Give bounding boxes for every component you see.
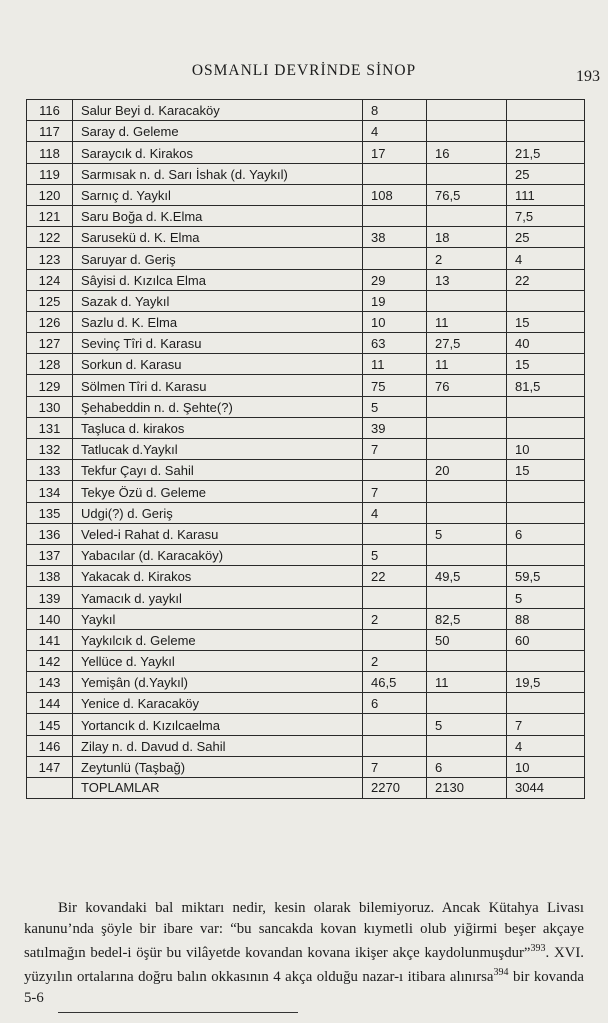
row-number-cell: 141 xyxy=(27,629,73,650)
value-cell-3: 22 xyxy=(507,269,585,290)
value-cell-1 xyxy=(363,523,427,544)
value-cell-2 xyxy=(427,396,507,417)
row-number-cell: 122 xyxy=(27,227,73,248)
value-cell-3: 19,5 xyxy=(507,672,585,693)
value-cell-1 xyxy=(363,205,427,226)
value-cell-2 xyxy=(427,439,507,460)
footnote-divider xyxy=(58,1012,298,1013)
table-row xyxy=(27,587,585,608)
value-cell-2: 76,5 xyxy=(427,184,507,205)
table-row xyxy=(27,269,585,290)
value-cell-2: 5 xyxy=(427,714,507,735)
value-cell-3: 3044 xyxy=(507,778,585,799)
row-number-cell: 145 xyxy=(27,714,73,735)
value-cell-2 xyxy=(427,650,507,671)
value-cell-2 xyxy=(427,502,507,523)
footnote-ref[interactable]: 394 xyxy=(493,967,509,979)
value-cell-1: 2270 xyxy=(363,778,427,799)
village-name-cell: Tekfur Çayı d. Sahil xyxy=(73,460,363,481)
table-row xyxy=(27,544,585,565)
village-name-cell: Sevinç Tîri d. Karasu xyxy=(73,333,363,354)
village-name-cell: Taşluca d. kirakos xyxy=(73,417,363,438)
village-name-cell: Saray d. Geleme xyxy=(73,121,363,142)
table-row xyxy=(27,608,585,629)
body-text-part: Bir kovandaki bal miktarı nedir, kesin olarak bilemiyoruz. Ancak Kütahya Livası kanunu’nda şöyle bir ibare var: “bu sancakda kovan kıymetli olub yiğirmi beşer akçaye satılmağın bedel-i öşür bu vilâyetde kovandan kovana ikişer akçe kaydolunmuşdur” xyxy=(24,900,584,961)
row-number-cell: 138 xyxy=(27,566,73,587)
value-cell-2: 16 xyxy=(427,142,507,163)
value-cell-1 xyxy=(363,714,427,735)
village-name-cell: Yaykıl xyxy=(73,608,363,629)
value-cell-3: 7,5 xyxy=(507,205,585,226)
value-cell-1 xyxy=(363,248,427,269)
value-cell-1: 2 xyxy=(363,608,427,629)
value-cell-2: 2 xyxy=(427,248,507,269)
row-number-cell: 137 xyxy=(27,544,73,565)
village-name-cell: Sazlu d. K. Elma xyxy=(73,311,363,332)
table-row xyxy=(27,396,585,417)
value-cell-1: 4 xyxy=(363,121,427,142)
value-cell-3 xyxy=(507,544,585,565)
village-name-cell: Sazak d. Yaykıl xyxy=(73,290,363,311)
table-row xyxy=(27,460,585,481)
village-name-cell: Yakacak d. Kirakos xyxy=(73,566,363,587)
village-name-cell: Yemişân (d.Yaykıl) xyxy=(73,672,363,693)
village-name-cell: Sâyisi d. Kızılca Elma xyxy=(73,269,363,290)
value-cell-2: 6 xyxy=(427,756,507,777)
value-cell-1: 29 xyxy=(363,269,427,290)
village-name-cell: Saruyar d. Geriş xyxy=(73,248,363,269)
village-name-cell: TOPLAMLAR xyxy=(73,778,363,799)
table-row xyxy=(27,248,585,269)
table-row xyxy=(27,502,585,523)
village-name-cell: Yenice d. Karacaköy xyxy=(73,693,363,714)
village-beehive-table xyxy=(26,99,585,799)
value-cell-1 xyxy=(363,735,427,756)
body-text-part: . XVI. yüzyılın ortalarına doğru balın okkasının 4 akça olduğu nazar-ı itibara alınırsa xyxy=(24,944,584,986)
table-row xyxy=(27,417,585,438)
row-number-cell: 124 xyxy=(27,269,73,290)
row-number-cell: 133 xyxy=(27,460,73,481)
value-cell-3: 21,5 xyxy=(507,142,585,163)
table-row xyxy=(27,163,585,184)
value-cell-3: 88 xyxy=(507,608,585,629)
village-name-cell: Saraycık d. Kirakos xyxy=(73,142,363,163)
value-cell-2: 11 xyxy=(427,354,507,375)
row-number-cell: 144 xyxy=(27,693,73,714)
value-cell-2 xyxy=(427,735,507,756)
value-cell-1: 4 xyxy=(363,502,427,523)
value-cell-2: 5 xyxy=(427,523,507,544)
value-cell-3 xyxy=(507,481,585,502)
row-number-cell: 131 xyxy=(27,417,73,438)
value-cell-3 xyxy=(507,417,585,438)
value-cell-3: 25 xyxy=(507,227,585,248)
table-row xyxy=(27,205,585,226)
row-number-cell: 125 xyxy=(27,290,73,311)
row-number-cell: 140 xyxy=(27,608,73,629)
value-cell-2: 11 xyxy=(427,311,507,332)
village-name-cell: Yamacık d. yaykıl xyxy=(73,587,363,608)
value-cell-2: 82,5 xyxy=(427,608,507,629)
village-name-cell: Salur Beyi d. Karacaköy xyxy=(73,100,363,121)
value-cell-2 xyxy=(427,205,507,226)
table-row xyxy=(27,184,585,205)
table-row xyxy=(27,629,585,650)
value-cell-1: 11 xyxy=(363,354,427,375)
page-number: 193 xyxy=(576,68,600,85)
value-cell-2 xyxy=(427,417,507,438)
value-cell-3: 15 xyxy=(507,354,585,375)
value-cell-3: 7 xyxy=(507,714,585,735)
value-cell-2 xyxy=(427,163,507,184)
value-cell-1: 108 xyxy=(363,184,427,205)
village-name-cell: Zeytunlü (Taşbağ) xyxy=(73,756,363,777)
value-cell-1: 19 xyxy=(363,290,427,311)
table-row xyxy=(27,100,585,121)
value-cell-2 xyxy=(427,587,507,608)
row-number-cell: 120 xyxy=(27,184,73,205)
value-cell-2: 20 xyxy=(427,460,507,481)
value-cell-3: 60 xyxy=(507,629,585,650)
table-body xyxy=(27,100,585,799)
row-number-cell: 146 xyxy=(27,735,73,756)
village-name-cell: Sorkun d. Karasu xyxy=(73,354,363,375)
value-cell-2 xyxy=(427,100,507,121)
total-row xyxy=(27,778,585,799)
body-paragraph xyxy=(24,898,584,1008)
value-cell-3: 6 xyxy=(507,523,585,544)
table-row xyxy=(27,566,585,587)
value-cell-1: 22 xyxy=(363,566,427,587)
body-text-part: bir kovanda 5-6 xyxy=(24,969,584,1006)
row-number-cell: 126 xyxy=(27,311,73,332)
table-row xyxy=(27,523,585,544)
village-name-cell: Zilay n. d. Davud d. Sahil xyxy=(73,735,363,756)
value-cell-2 xyxy=(427,121,507,142)
village-name-cell: Yortancık d. Kızılcaelma xyxy=(73,714,363,735)
value-cell-1: 46,5 xyxy=(363,672,427,693)
value-cell-3: 59,5 xyxy=(507,566,585,587)
value-cell-1: 39 xyxy=(363,417,427,438)
table-row xyxy=(27,735,585,756)
value-cell-3: 10 xyxy=(507,756,585,777)
village-name-cell: Sölmen Tîri d. Karasu xyxy=(73,375,363,396)
row-number-cell: 132 xyxy=(27,439,73,460)
value-cell-3: 10 xyxy=(507,439,585,460)
table-row xyxy=(27,714,585,735)
value-cell-3 xyxy=(507,100,585,121)
value-cell-1: 8 xyxy=(363,100,427,121)
village-name-cell: Veled-i Rahat d. Karasu xyxy=(73,523,363,544)
table-row xyxy=(27,756,585,777)
value-cell-2 xyxy=(427,693,507,714)
village-name-cell: Udgi(?) d. Geriş xyxy=(73,502,363,523)
table-row xyxy=(27,693,585,714)
value-cell-3: 5 xyxy=(507,587,585,608)
value-cell-1: 10 xyxy=(363,311,427,332)
value-cell-3: 25 xyxy=(507,163,585,184)
table-row xyxy=(27,333,585,354)
value-cell-2 xyxy=(427,481,507,502)
value-cell-3 xyxy=(507,502,585,523)
table-row xyxy=(27,439,585,460)
row-number-cell: 135 xyxy=(27,502,73,523)
table-row xyxy=(27,311,585,332)
value-cell-3 xyxy=(507,121,585,142)
value-cell-3 xyxy=(507,290,585,311)
village-name-cell: Sarusekü d. K. Elma xyxy=(73,227,363,248)
row-number-cell: 116 xyxy=(27,100,73,121)
value-cell-3: 15 xyxy=(507,311,585,332)
village-name-cell: Yaykılcık d. Geleme xyxy=(73,629,363,650)
value-cell-1 xyxy=(363,163,427,184)
value-cell-1 xyxy=(363,629,427,650)
table-row xyxy=(27,227,585,248)
row-number-cell: 128 xyxy=(27,354,73,375)
row-number-cell: 136 xyxy=(27,523,73,544)
value-cell-3: 111 xyxy=(507,184,585,205)
value-cell-2: 11 xyxy=(427,672,507,693)
village-name-cell: Sarmısak n. d. Sarı İshak (d. Yaykıl) xyxy=(73,163,363,184)
village-name-cell: Tekye Özü d. Geleme xyxy=(73,481,363,502)
value-cell-3: 4 xyxy=(507,248,585,269)
value-cell-3 xyxy=(507,396,585,417)
value-cell-1: 5 xyxy=(363,396,427,417)
row-number-cell: 143 xyxy=(27,672,73,693)
value-cell-2: 76 xyxy=(427,375,507,396)
village-name-cell: Yellüce d. Yaykıl xyxy=(73,650,363,671)
table-row xyxy=(27,672,585,693)
row-number-cell: 129 xyxy=(27,375,73,396)
row-number-cell: 142 xyxy=(27,650,73,671)
table-row xyxy=(27,290,585,311)
row-number-cell: 119 xyxy=(27,163,73,184)
value-cell-1: 17 xyxy=(363,142,427,163)
value-cell-1: 38 xyxy=(363,227,427,248)
value-cell-2: 49,5 xyxy=(427,566,507,587)
row-number-cell: 147 xyxy=(27,756,73,777)
value-cell-3 xyxy=(507,650,585,671)
value-cell-1 xyxy=(363,460,427,481)
running-head: OSMANLI DEVRİNDE SİNOP xyxy=(191,62,417,79)
value-cell-3 xyxy=(507,693,585,714)
row-number-cell xyxy=(27,778,73,799)
value-cell-2: 50 xyxy=(427,629,507,650)
value-cell-2 xyxy=(427,290,507,311)
value-cell-1: 5 xyxy=(363,544,427,565)
village-name-cell: Sarnıç d. Yaykıl xyxy=(73,184,363,205)
value-cell-1: 7 xyxy=(363,756,427,777)
table-row xyxy=(27,375,585,396)
value-cell-3: 81,5 xyxy=(507,375,585,396)
value-cell-1: 7 xyxy=(363,481,427,502)
village-name-cell: Tatlucak d.Yaykıl xyxy=(73,439,363,460)
value-cell-1: 2 xyxy=(363,650,427,671)
row-number-cell: 139 xyxy=(27,587,73,608)
value-cell-2: 18 xyxy=(427,227,507,248)
value-cell-1 xyxy=(363,587,427,608)
row-number-cell: 121 xyxy=(27,205,73,226)
row-number-cell: 127 xyxy=(27,333,73,354)
value-cell-3: 4 xyxy=(507,735,585,756)
village-name-cell: Saru Boğa d. K.Elma xyxy=(73,205,363,226)
value-cell-2: 27,5 xyxy=(427,333,507,354)
value-cell-1: 63 xyxy=(363,333,427,354)
village-name-cell: Yabacılar (d. Karacaköy) xyxy=(73,544,363,565)
value-cell-1: 6 xyxy=(363,693,427,714)
row-number-cell: 130 xyxy=(27,396,73,417)
row-number-cell: 134 xyxy=(27,481,73,502)
value-cell-1: 75 xyxy=(363,375,427,396)
value-cell-3: 15 xyxy=(507,460,585,481)
village-name-cell: Şehabeddin n. d. Şehte(?) xyxy=(73,396,363,417)
table-row xyxy=(27,354,585,375)
value-cell-2: 2130 xyxy=(427,778,507,799)
footnote-ref[interactable]: 393 xyxy=(530,943,546,954)
table-row xyxy=(27,142,585,163)
value-cell-2 xyxy=(427,544,507,565)
row-number-cell: 117 xyxy=(27,121,73,142)
row-number-cell: 123 xyxy=(27,248,73,269)
row-number-cell: 118 xyxy=(27,142,73,163)
value-cell-1: 7 xyxy=(363,439,427,460)
value-cell-2: 13 xyxy=(427,269,507,290)
table-row xyxy=(27,121,585,142)
table-row xyxy=(27,650,585,671)
table-row xyxy=(27,481,585,502)
value-cell-3: 40 xyxy=(507,333,585,354)
